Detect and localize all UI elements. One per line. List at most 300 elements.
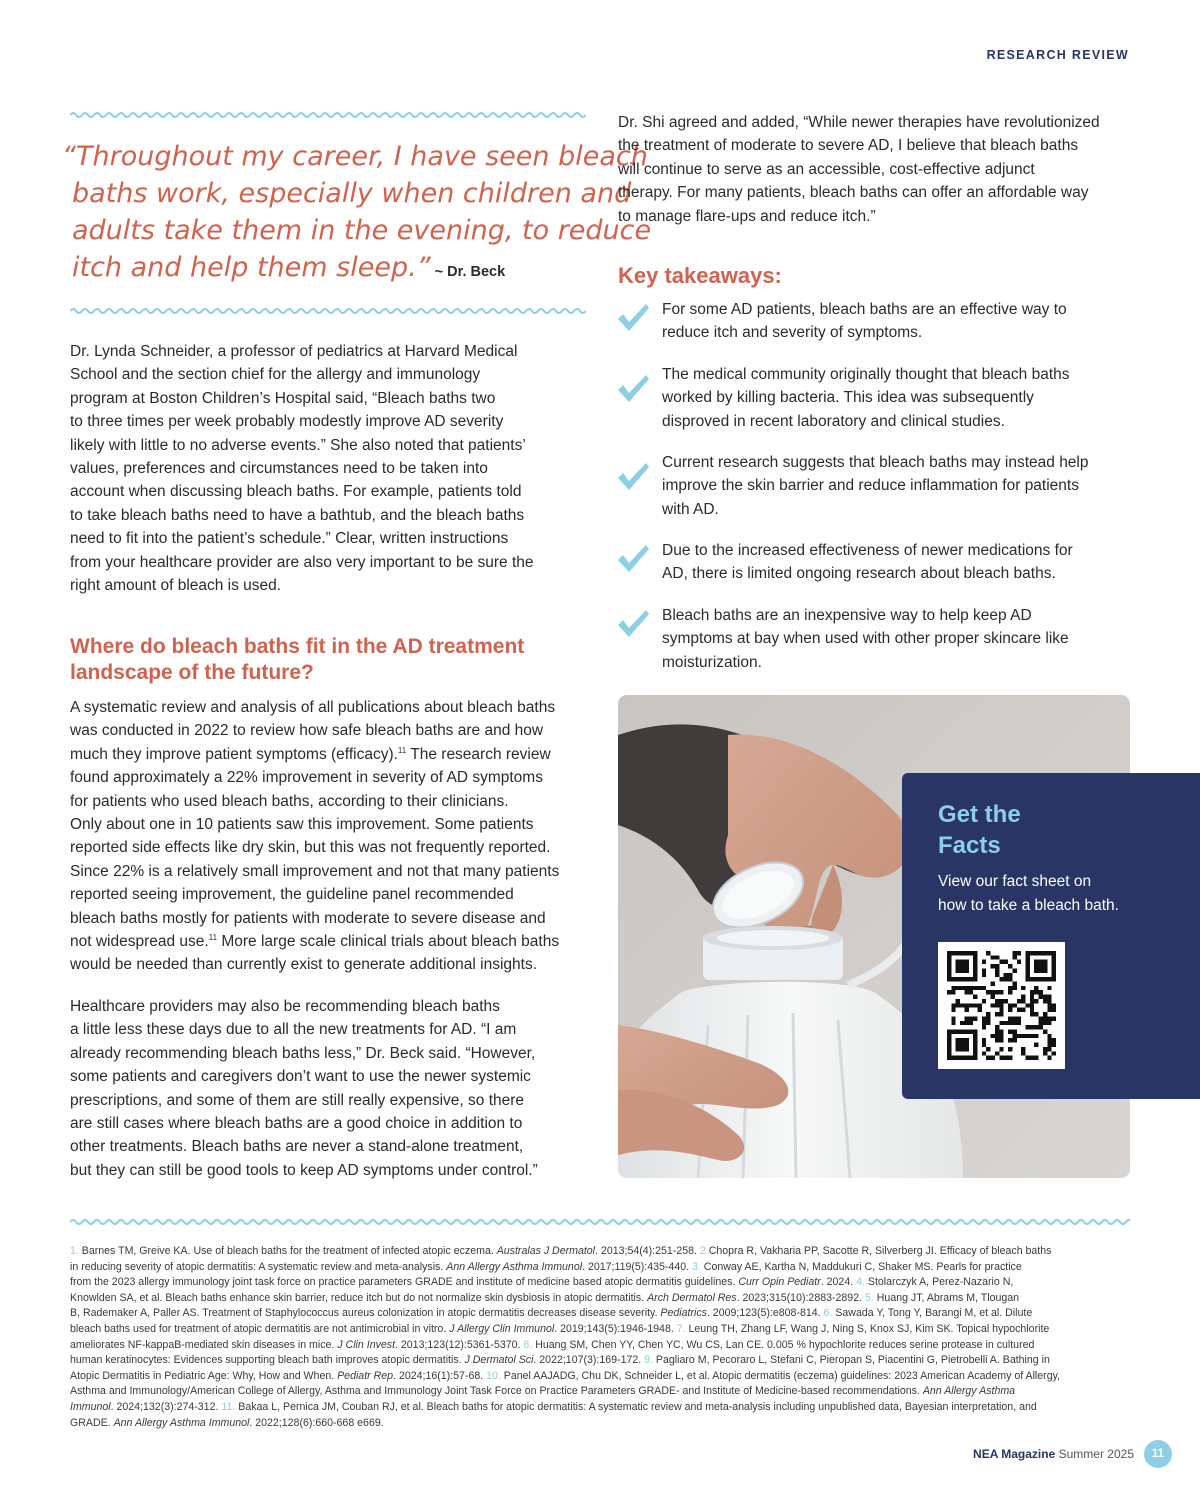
ref-text: . 2013;123(12):5361-5370.	[395, 1338, 524, 1351]
qr-module	[1047, 1034, 1051, 1038]
qr-module	[1025, 1025, 1029, 1029]
qr-module	[1052, 1003, 1056, 1007]
qr-module	[995, 1025, 999, 1029]
qr-module	[951, 1021, 955, 1025]
wave-path	[70, 309, 586, 313]
ref-text: . 2024;132(3):274-312.	[110, 1400, 222, 1413]
text-line: are still cases where bleach baths are a good choice in addition to	[70, 1115, 523, 1133]
ref-journal: J Allergy Clin Immunol	[449, 1322, 555, 1335]
qr-module	[999, 1012, 1003, 1016]
ref-number: 1.	[70, 1245, 79, 1257]
qr-module	[1017, 999, 1021, 1003]
reference-line	[70, 1275, 1132, 1291]
ref-text: GRADE.	[70, 1416, 114, 1429]
qr-module	[986, 1012, 990, 1016]
text-line: Due to the increased effectiveness of newer medications for	[662, 542, 1073, 559]
text-line: View our fact sheet on	[938, 873, 1092, 890]
magazine-name: NEA Magazine	[973, 1447, 1056, 1461]
text-line: was conducted in 2022 to review how safe bleach baths are and how	[70, 722, 544, 740]
qr-module	[999, 999, 1003, 1003]
qr-module	[982, 960, 986, 964]
ref-text: . 2009;123(5):e808-814.	[706, 1307, 824, 1320]
qr-module	[1012, 982, 1016, 986]
qr-module	[1008, 1047, 1012, 1051]
qr-module	[999, 1008, 1003, 1012]
qr-module	[1017, 1021, 1021, 1025]
qr-module	[1034, 1034, 1038, 1038]
reference-line	[70, 1291, 1132, 1307]
text-line: AD, there is limited ongoing research about bleach baths.	[662, 565, 1056, 583]
qr-module	[1021, 986, 1025, 990]
qr-module	[982, 1051, 986, 1055]
text-line: Dr. Shi agreed and added, “While newer therapies have revolutionized	[618, 114, 1100, 131]
ref-text: ameliorates NF-kappaB-mediated skin diseases in mice.	[70, 1338, 338, 1351]
citation-superscript: 11	[208, 932, 218, 942]
qr-module	[969, 986, 973, 990]
qr-module	[999, 960, 1003, 964]
qr-module	[960, 1003, 964, 1007]
qr-module	[956, 986, 960, 990]
paragraph-providers	[70, 995, 590, 1182]
ref-text: Asthma and Immunology/American College of Allergy, Asthma and Immunology Joint Task Force on Practice Parameters GRADE- and Institute of Medicine-based recommendations.	[70, 1385, 923, 1398]
ref-journal: Ann Allergy Asthma Immunol	[113, 1416, 250, 1429]
takeaway-text	[662, 539, 1073, 586]
ref-text: . 2022;107(3):169-172.	[533, 1354, 645, 1367]
qr-module	[1025, 1003, 1029, 1007]
ref-text: from the 2023 allergy immunology joint task force on practice parameters GRADE and institute of medicine based atopic dermatitis guidelines.	[70, 1276, 739, 1289]
text-line: likely with little to no adverse events.” She also noted that patients’	[70, 436, 526, 454]
qr-module	[960, 986, 964, 990]
facts-title-line: Facts	[938, 832, 1001, 859]
reference-line	[70, 1369, 1132, 1385]
checkmark-icon	[616, 608, 650, 638]
checkmark-icon	[616, 461, 650, 491]
text-run: The research review	[406, 745, 551, 763]
quote-line	[62, 249, 592, 291]
qr-module	[991, 964, 995, 968]
qr-module	[999, 1003, 1003, 1007]
ref-text: . 2024;16(1):57-68.	[393, 1369, 487, 1382]
qr-module	[969, 1016, 973, 1020]
ref-text: in reducing severity of atopic dermatitis: A systematic review and meta-analysis.	[70, 1260, 447, 1273]
qr-module	[1012, 951, 1016, 955]
qr-module	[1043, 1021, 1047, 1025]
qr-module	[999, 1038, 1003, 1042]
qr-module	[1043, 1047, 1047, 1051]
qr-module	[1043, 1012, 1047, 1016]
ref-text: Sawada Y, Tong Y, Barangi M, et al. Dilute	[832, 1307, 1033, 1320]
qr-module	[1052, 1051, 1056, 1055]
qr-module	[951, 990, 955, 994]
qr-module	[1047, 1016, 1051, 1020]
takeaway-text	[662, 363, 1070, 433]
qr-module	[1047, 1021, 1051, 1025]
qr-module	[1034, 960, 1047, 973]
text-line: would be needed than currently exist to generate additional insights.	[70, 956, 538, 974]
qr-module	[1039, 1021, 1043, 1025]
ref-journal: Australas J Dermatol	[496, 1245, 596, 1257]
reference-line	[70, 1244, 1132, 1260]
ref-text: bleach baths used for treatment of atopic dermatitis are not antimicrobial in vitro.	[70, 1322, 450, 1335]
qr-module	[1008, 1008, 1012, 1012]
qr-module	[999, 1034, 1003, 1038]
qr-module	[982, 1016, 986, 1020]
quote-line: “Throughout my career, I have seen bleach	[62, 141, 648, 172]
qr-module	[1021, 1034, 1025, 1038]
checkmark-icon	[616, 302, 650, 332]
reference-line	[70, 1400, 1132, 1416]
qr-module	[964, 1021, 968, 1025]
qr-module	[1012, 1016, 1016, 1020]
qr-module	[1025, 1034, 1029, 1038]
qr-module	[982, 1021, 986, 1025]
wave-divider-quote-bottom	[70, 307, 586, 315]
qr-module	[1034, 999, 1038, 1003]
text-line: For some AD patients, bleach baths are an effective way to	[662, 301, 1067, 318]
qr-module	[986, 951, 990, 955]
citation-superscript: 11	[397, 745, 407, 755]
ref-journal: Ann Allergy Asthma Immunol	[446, 1260, 583, 1273]
section-label: RESEARCH REVIEW	[986, 48, 1129, 62]
qr-module	[951, 1008, 955, 1012]
qr-module	[1017, 1008, 1021, 1012]
qr-module	[1030, 1025, 1034, 1029]
takeaways-title: Key takeaways:	[618, 263, 782, 288]
qr-module	[1004, 973, 1008, 977]
text-line: prescriptions, and some of them are still really expensive, so there	[70, 1091, 525, 1109]
ref-number: 2.	[699, 1245, 709, 1257]
qr-module	[1021, 1051, 1025, 1055]
takeaway-text	[662, 298, 1067, 345]
text-line: therapy. For many patients, bleach baths can offer an affordable way	[618, 184, 1089, 202]
qr-module	[964, 1008, 968, 1012]
reference-line	[70, 1260, 1132, 1276]
qr-module	[1004, 1056, 1008, 1060]
qr-module	[1021, 1047, 1025, 1051]
qr-module	[973, 986, 977, 990]
text-run: much they improve patient symptoms (efficacy).	[70, 745, 398, 763]
qr-module	[956, 999, 960, 1003]
heading-line: Where do bleach baths fit in the AD treatment	[70, 635, 525, 658]
qr-module	[982, 986, 986, 990]
qr-module	[1047, 1047, 1051, 1051]
qr-module	[1004, 960, 1008, 964]
qr-module	[1008, 973, 1012, 977]
text-line: a little less these days due to all the new treatments for AD. “I am	[70, 1021, 517, 1039]
text-line: values, preferences and circumstances need to be taken into	[70, 460, 488, 478]
qr-module	[1030, 1056, 1034, 1060]
text-line: reported side effects like dry skin, but this was not frequently reported.	[70, 839, 551, 857]
page-number: 11	[1144, 1440, 1172, 1468]
qr-module	[1030, 999, 1034, 1003]
text-line: for patients who used bleach baths, according to their clinicians.	[70, 792, 509, 810]
ref-journal: Arch Dermatol Res	[647, 1291, 737, 1304]
qr-module	[982, 999, 986, 1003]
qr-module	[1025, 1056, 1029, 1060]
qr-module	[1030, 1034, 1034, 1038]
qr-module	[951, 986, 955, 990]
qr-module	[1017, 1034, 1021, 1038]
qr-module	[1034, 990, 1038, 994]
quote-line: baths work, especially when children and	[72, 178, 632, 209]
qr-module	[991, 955, 995, 959]
qr-module	[1039, 990, 1043, 994]
takeaway-text	[662, 604, 1069, 674]
qr-module	[1030, 995, 1034, 999]
text-line: need to fit into the patient’s schedule.” Clear, written instructions	[70, 530, 509, 548]
qr-module	[995, 1029, 999, 1033]
qr-module	[982, 1025, 986, 1029]
qr-module	[995, 999, 999, 1003]
qr-code[interactable]	[938, 942, 1065, 1069]
text-line: Current research suggests that bleach baths may instead help	[662, 454, 1089, 471]
qr-module	[1021, 995, 1025, 999]
ref-text: Stolarczyk A, Perez-Nazario N,	[864, 1276, 1014, 1289]
qr-module	[1008, 986, 1012, 990]
text-line: account when discussing bleach baths. For example, patients told	[70, 483, 522, 501]
reference-line	[70, 1338, 1132, 1354]
text-line: with AD.	[662, 500, 719, 518]
qr-module	[1047, 999, 1051, 1003]
qr-module	[995, 990, 999, 994]
reference-line	[70, 1322, 1132, 1338]
qr-module	[1034, 1056, 1038, 1060]
qr-module	[1039, 1016, 1043, 1020]
text-line: other treatments. Bleach baths are never a stand-alone treatment,	[70, 1138, 524, 1156]
qr-module	[1030, 1008, 1034, 1012]
qr-module	[1012, 1034, 1016, 1038]
ref-number: 9.	[644, 1354, 653, 1367]
qr-module	[999, 1047, 1003, 1051]
qr-module	[995, 1003, 999, 1007]
checkmark-icon	[616, 543, 650, 573]
qr-module	[1047, 1003, 1051, 1007]
text-line: disproved in recent laboratory and clinical studies.	[662, 412, 1005, 430]
qr-module	[986, 1047, 990, 1051]
reference-line	[70, 1384, 1132, 1400]
text-line: will continue to serve as an accessible, cost-effective adjunct	[618, 160, 1035, 178]
ref-journal: J Dermatol Sci	[464, 1354, 534, 1367]
qr-module	[1047, 1038, 1051, 1042]
ref-number: 6.	[823, 1307, 833, 1320]
ref-text: Huang JT, Abrams M, Tlougan	[873, 1291, 1020, 1304]
qr-module	[995, 964, 999, 968]
ref-text: . 2013;54(4):251-258.	[595, 1245, 700, 1257]
ref-text: Chopra R, Vakharia PP, Sacotte R, Silverberg JI. Efficacy of bleach baths	[708, 1245, 1052, 1257]
ref-number: 8.	[523, 1338, 533, 1351]
qr-module	[978, 1008, 982, 1012]
qr-module	[995, 973, 999, 977]
qr-module	[964, 1003, 968, 1007]
paragraph-shi	[618, 111, 1138, 228]
qr-module	[1008, 1016, 1012, 1020]
qr-module	[1047, 1008, 1051, 1012]
paragraph-systematic-review	[70, 696, 590, 977]
qr-module	[1052, 1038, 1056, 1042]
qr-module	[1008, 1003, 1012, 1007]
text-line: Bleach baths are an inexpensive way to help keep AD	[662, 607, 1032, 624]
ref-text: Leung TH, Zhang LF, Wang J, Ning S, Knox SJ, Kim SK. Topical hypochlorite	[685, 1322, 1050, 1335]
ref-number: 5.	[864, 1291, 874, 1304]
qr-module	[995, 1034, 999, 1038]
qr-module	[991, 995, 995, 999]
reference-line	[70, 1353, 1132, 1369]
qr-module	[1052, 1043, 1056, 1047]
wave-divider-references	[70, 1218, 1130, 1226]
ref-journal: Pediatrics	[660, 1307, 707, 1320]
ref-text: . 2019;143(5):1946-1948.	[554, 1322, 677, 1335]
qr-module	[956, 1003, 960, 1007]
text-line: The medical community originally thought that bleach baths	[662, 366, 1070, 383]
text-line	[70, 743, 590, 766]
get-the-facts-box	[902, 773, 1200, 1099]
qr-module	[1034, 1043, 1038, 1047]
ref-text: Conway AE, Kartha N, Maddukuri C, Shaker MS. Pearls for practice	[700, 1260, 1022, 1273]
ref-text: Bakaa L, Pernica JM, Couban RJ, et al. Bleach baths for atopic dermatitis: A systematic review and meta-analysis including unpublished data, Bayesian interpretation, and	[235, 1400, 1037, 1413]
wave-path	[70, 113, 586, 117]
qr-module	[956, 960, 969, 973]
qr-module	[1039, 1025, 1043, 1029]
text-run: not widespread use.	[70, 933, 209, 951]
text-line: reduce itch and severity of symptoms.	[662, 324, 923, 342]
qr-module	[986, 1056, 990, 1060]
qr-module	[1008, 1021, 1012, 1025]
quote-line-text: itch and help them sleep.”	[72, 252, 431, 283]
ref-text: . 2017;119(5):435-440.	[582, 1260, 693, 1273]
text-line: Only about one in 10 patients saw this improvement. Some patients	[70, 816, 534, 834]
qr-module	[1030, 1003, 1034, 1007]
qr-module	[1004, 977, 1008, 981]
ref-text: . 2024.	[820, 1276, 857, 1289]
qr-module	[1008, 1029, 1012, 1033]
text-line: from your healthcare provider are also very important to be sure the	[70, 553, 534, 571]
checkmark-icon	[616, 373, 650, 403]
qr-module	[1008, 977, 1012, 981]
qr-module	[995, 1038, 999, 1042]
text-line: to take bleach baths need to have a bathtub, and the bleach baths	[70, 506, 525, 524]
text-line: but they can still be good tools to keep AD symptoms under control.”	[70, 1161, 538, 1179]
qr-module	[1008, 1038, 1012, 1042]
qr-module	[982, 1038, 986, 1042]
qr-module	[1012, 1003, 1016, 1007]
ref-text: Barnes TM, Greive KA. Use of bleach baths for the treatment of infected atopic eczema.	[78, 1245, 497, 1257]
reference-line	[70, 1306, 1132, 1322]
ref-number: 11.	[221, 1400, 236, 1413]
facts-title-line: Get the	[938, 801, 1021, 828]
page-footer	[973, 1447, 1134, 1461]
text-line: worked by killing bacteria. This idea was subsequently	[662, 389, 1034, 407]
wave-divider-top	[70, 111, 586, 119]
qr-module	[973, 995, 977, 999]
text-line: already recommending bleach baths less,” Dr. Beck said. “However,	[70, 1044, 536, 1062]
ref-text: Huang SM, Chen YY, Chen YC, Wu CS, Lan CE. 0.005 % hypochlorite reduces serine protease in cultured	[532, 1338, 1035, 1351]
text-line: Dr. Lynda Schneider, a professor of pediatrics at Harvard Medical	[70, 343, 518, 360]
qr-module	[1008, 990, 1012, 994]
qr-module	[1004, 999, 1008, 1003]
quote-line: adults take them in the evening, to reduce	[72, 215, 652, 246]
qr-module	[995, 1051, 999, 1055]
issue-label: Summer 2025	[1058, 1447, 1134, 1461]
reference-line	[70, 1416, 1132, 1432]
text-line: moisturization.	[662, 653, 762, 671]
qr-module	[991, 990, 995, 994]
qr-module	[991, 982, 995, 986]
qr-module	[991, 1034, 995, 1038]
pull-quote	[62, 138, 652, 291]
quote-attribution: ~ Dr. Beck	[434, 264, 506, 280]
ref-journal: Immunol	[70, 1400, 111, 1413]
heading-line: landscape of the future?	[70, 661, 314, 684]
qr-module	[1017, 1016, 1021, 1020]
qr-module	[986, 990, 990, 994]
qr-module	[1034, 986, 1038, 990]
qr-module	[1008, 964, 1012, 968]
text-line: symptoms at bay when used with other proper skincare like	[662, 630, 1069, 648]
qr-module	[969, 990, 973, 994]
text-line: bleach baths mostly for patients with moderate to severe disease and	[70, 909, 546, 927]
qr-module	[1012, 1038, 1016, 1042]
qr-module	[1030, 1012, 1034, 1016]
qr-module	[982, 973, 986, 977]
text-line: the treatment of moderate to severe AD, I believe that bleach baths	[618, 137, 1079, 155]
facts-title	[938, 799, 1021, 861]
qr-module	[1039, 995, 1043, 999]
text-line: some patients and caregivers don’t want to use the newer systemic	[70, 1068, 531, 1086]
qr-module	[1052, 1008, 1056, 1012]
ref-number: 4.	[856, 1276, 865, 1289]
text-line: to manage flare-ups and reduce itch.”	[618, 207, 876, 225]
qr-module	[982, 1043, 986, 1047]
qr-module	[978, 1003, 982, 1007]
qr-module	[973, 1016, 977, 1020]
qr-module	[986, 1016, 990, 1020]
text-line: improve the skin barrier and reduce inflammation for patients	[662, 477, 1079, 495]
qr-module	[1012, 955, 1016, 959]
qr-module	[1012, 986, 1016, 990]
qr-module	[1047, 1056, 1051, 1060]
qr-module	[1030, 990, 1034, 994]
section-heading	[70, 634, 524, 686]
qr-module	[999, 977, 1003, 981]
qr-module	[1012, 968, 1016, 972]
qr-module	[969, 1021, 973, 1025]
text-line: to three times per week probably modestly improve AD severity	[70, 413, 504, 431]
text-line: how to take a bleach bath.	[938, 896, 1119, 914]
qr-module	[951, 1016, 955, 1020]
text-line: Healthcare providers may also be recommending bleach baths	[70, 998, 500, 1015]
qr-module	[964, 990, 968, 994]
text-line: right amount of bleach is used.	[70, 577, 282, 595]
ref-journal: Pediatr Rep	[337, 1369, 394, 1382]
qr-module	[1043, 1016, 1047, 1020]
qr-module	[1017, 960, 1021, 964]
ref-text: Pagliaro M, Pecoraro L, Stefani C, Pieropan S, Piacentini G, Pietrobelli A. Bathing in	[652, 1354, 1050, 1367]
text-line: Since 22% is a relatively small improvement and not that many patients	[70, 862, 560, 880]
qr-module	[1052, 1016, 1056, 1020]
ref-journal: Ann Allergy Asthma	[922, 1385, 1016, 1398]
qr-module	[999, 1021, 1003, 1025]
qr-module	[1034, 1025, 1038, 1029]
qr-module	[1012, 1021, 1016, 1025]
qr-module	[964, 1016, 968, 1020]
qr-module	[1004, 1021, 1008, 1025]
ref-text: human keratinocytes: Evidences supporting bleach bath improves atopic dermatitis.	[70, 1354, 465, 1367]
qr-module	[973, 1003, 977, 1007]
ref-number: 7.	[676, 1322, 686, 1335]
qr-module	[999, 1056, 1003, 1060]
ref-journal: Curr Opin Pediatr	[738, 1276, 821, 1289]
qr-module	[1043, 999, 1047, 1003]
